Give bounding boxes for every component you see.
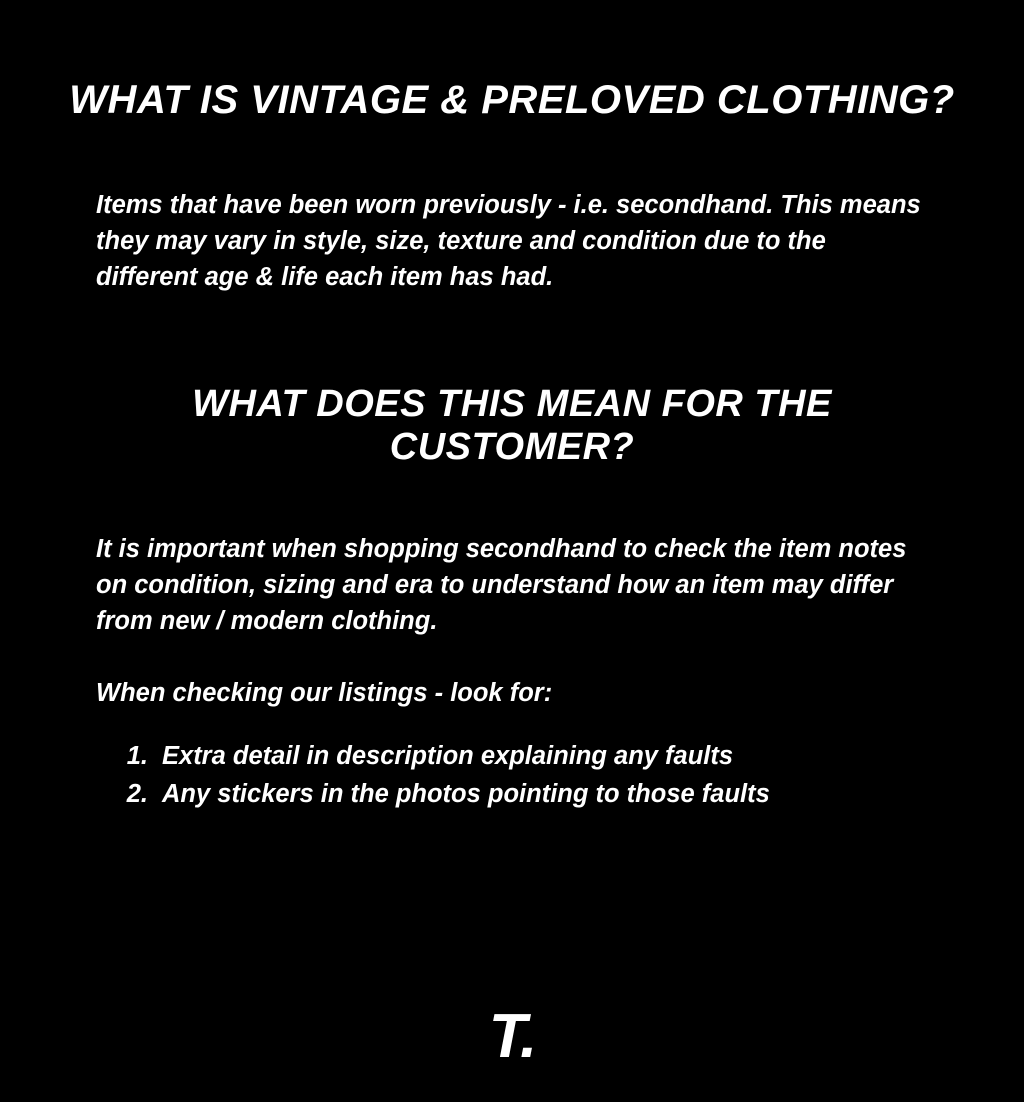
logo-text: T. [488, 1002, 536, 1071]
paragraph-definition: Items that have been worn previously - i.e. secondhand. This means they may vary in style, size, texture and condition due to the different age & life each item has had. [96, 190, 921, 292]
slide-container [0, 78, 1024, 1102]
list-item [96, 775, 928, 813]
checklist [0, 737, 1024, 814]
paragraph-look-for: When checking our listings - look for: [96, 679, 553, 708]
brand-logo [0, 1002, 1024, 1071]
heading-what-does-this-mean: WHAT DOES THIS MEAN FOR THE CUSTOMER? [192, 383, 832, 468]
list-item-number: 1. [126, 741, 148, 770]
list-item-label: Any stickers in the photos pointing to those faults [162, 780, 770, 809]
heading-what-is-vintage: WHAT IS VINTAGE & PRELOVED CLOTHING? [69, 78, 955, 122]
paragraph-customer-guidance: It is important when shopping secondhand to check the item notes on condition, sizing and era to understand how an item may differ from new / modern clothing. [96, 534, 907, 635]
list-item-number: 2. [126, 780, 148, 809]
list-item-label: Extra detail in description explaining any faults [162, 741, 734, 770]
list-item [96, 737, 928, 775]
